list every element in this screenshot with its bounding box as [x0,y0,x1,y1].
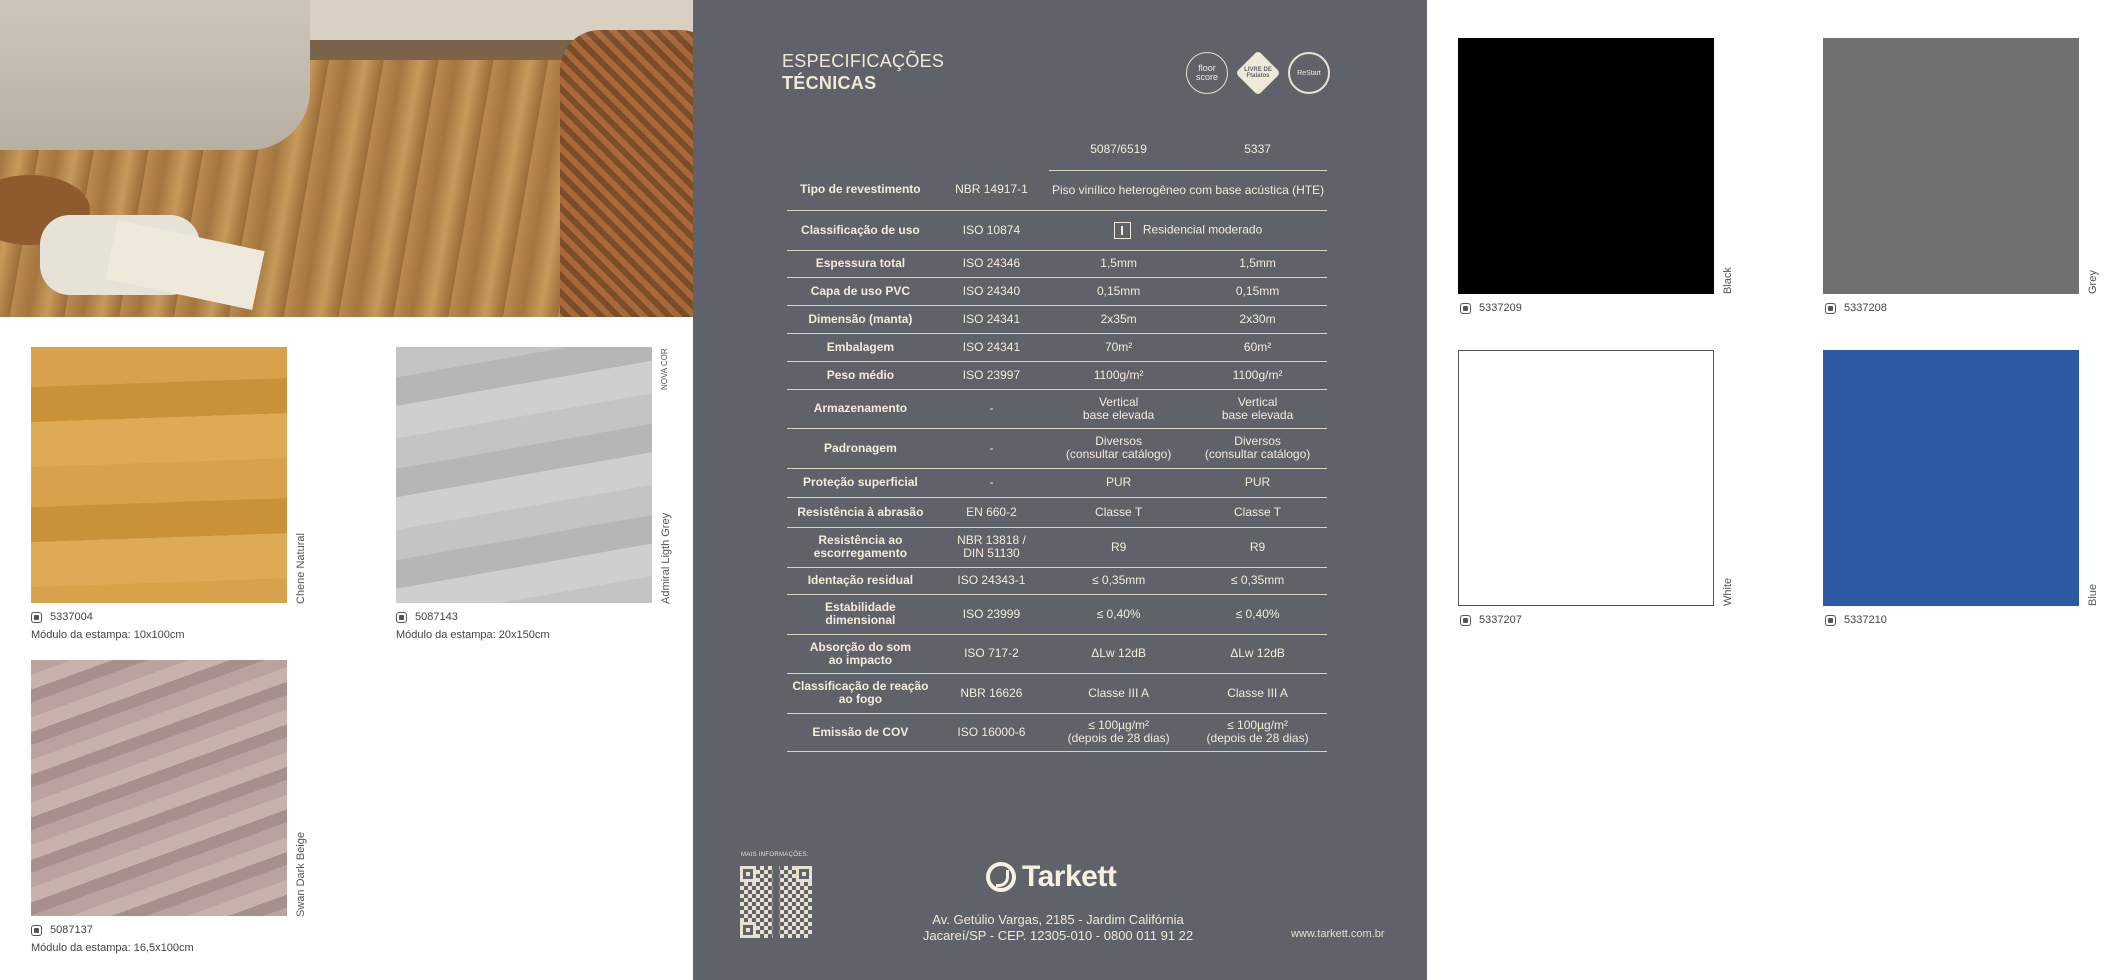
spec-value: 1,5mm [1049,250,1188,277]
spec-row [787,277,1327,305]
spec-standard: NBR 14917-1 [934,170,1049,210]
spec-row [787,210,1327,250]
spec-value: 70m² [1049,333,1188,361]
spec-value: ≤ 0,35mm [1188,567,1327,594]
color-swatch-grey [1823,38,2079,294]
address-line-2: Jacareí/SP - CEP. 12305-010 - 0800 011 91 22 [922,928,1194,943]
spec-label: Armazenamento [787,389,934,428]
qr-caption: MAIS INFORMAÇÕES: [741,852,809,858]
address-line-1: Av. Getúlio Vargas, 2185 - Jardim Califórnia [932,912,1184,927]
spec-row [787,594,1327,634]
floorscore-badge-icon: floor score [1186,52,1228,94]
spec-label: Classificação de reação ao fogo [787,673,934,713]
phthalate-free-badge-icon: LIVRE DE Ftalatos [1235,50,1280,95]
product-code: 5337210 [1844,614,1887,626]
spec-row [787,673,1327,713]
tarkett-logo-icon [986,862,1016,892]
color-swatch-black [1458,38,1714,294]
spec-standard: - [934,468,1049,497]
color-swatch-blue [1823,350,2079,606]
spec-row [787,634,1327,673]
product-code: 5337207 [1479,614,1522,626]
spec-value: Residencial moderado [1049,210,1327,250]
swatch-name: Admiral Ligth Grey [660,512,672,604]
pattern-module: Módulo da estampa: 10x100cm [31,629,185,641]
column-header: 5087/6519 [1049,130,1188,170]
spec-label: Classificação de uso [787,210,934,250]
spec-row [787,361,1327,389]
product-code-icon [31,925,42,936]
pattern-module: Módulo da estampa: 20x150cm [396,629,550,641]
spec-row [787,567,1327,594]
spec-standard: EN 660-2 [934,497,1049,527]
spec-row [787,527,1327,567]
product-code-icon [1460,615,1471,626]
qr-code[interactable] [740,866,812,938]
color-name: Black [1722,267,1734,294]
spec-value: Classe III A [1188,673,1327,713]
spec-standard: NBR 13818 / DIN 51130 [934,527,1049,567]
swatch-name: Swan Dark Beige [295,832,307,917]
spec-label: Peso médio [787,361,934,389]
product-code-icon [31,612,42,623]
spec-value: PUR [1049,468,1188,497]
spec-value: ≤ 0,40% [1188,594,1327,634]
spec-row [787,170,1327,210]
restart-badge-icon: ReStart [1288,52,1330,94]
spec-row [787,468,1327,497]
spec-row [787,428,1327,468]
spec-value: ≤ 100µg/m² (depois de 28 dias) [1188,713,1327,751]
color-swatch-white [1458,350,1714,606]
pattern-module: Módulo da estampa: 16,5x100cm [31,942,194,954]
product-code: 5337208 [1844,302,1887,314]
spec-value: 1,5mm [1188,250,1327,277]
spec-row [787,497,1327,527]
product-code-icon [1460,303,1471,314]
spec-standard: ISO 24343-1 [934,567,1049,594]
spec-row [787,250,1327,277]
spec-row [787,305,1327,333]
spec-standard: ISO 717-2 [934,634,1049,673]
product-code-icon [1825,615,1836,626]
room-photo [0,0,693,317]
website-link[interactable]: www.tarkett.com.br [1291,928,1385,940]
technical-specs-panel [693,0,1427,980]
tarkett-logo: Tarkett [986,860,1116,894]
spec-label: Resistência à abrasão [787,497,934,527]
spec-value: Classe T [1188,497,1327,527]
spec-value: Vertical base elevada [1188,389,1327,428]
spec-value: R9 [1188,527,1327,567]
spec-row [787,713,1327,751]
spec-standard: - [934,428,1049,468]
color-name: White [1722,577,1734,606]
spec-value: PUR [1188,468,1327,497]
swatch-name: Chene Natural [295,533,307,604]
spec-label: Estabilidade dimensional [787,594,934,634]
swatch-swan-dark-beige [31,660,287,916]
spec-label: Emissão de COV [787,713,934,751]
spec-standard: ISO 24341 [934,333,1049,361]
spec-standard: ISO 23997 [934,361,1049,389]
spec-label: Proteção superficial [787,468,934,497]
swatch-chene-natural [31,347,287,603]
spec-label: Embalagem [787,333,934,361]
spec-standard: ISO 24346 [934,250,1049,277]
spec-standard: ISO 16000-6 [934,713,1049,751]
product-code: 5337209 [1479,302,1522,314]
spec-label: Padronagem [787,428,934,468]
spec-label: Dimensão (manta) [787,305,934,333]
spec-label: Tipo de revestimento [787,170,934,210]
spec-value: ≤ 0,40% [1049,594,1188,634]
spec-label: Absorção do som ao impacto [787,634,934,673]
color-name: Blue [2087,583,2099,606]
spec-value: Vertical base elevada [1049,389,1188,428]
product-code: 5087143 [415,611,458,623]
new-color-tag: NOVA COR [660,348,669,390]
product-code-icon [396,612,407,623]
spec-standard: - [934,389,1049,428]
spec-value: Classe III A [1049,673,1188,713]
spec-value: 0,15mm [1049,277,1188,305]
spec-value: R9 [1049,527,1188,567]
spec-value: ΔLw 12dB [1188,634,1327,673]
spec-value: 2x35m [1049,305,1188,333]
spec-value: Diversos (consultar catálogo) [1049,428,1188,468]
spec-value: 2x30m [1188,305,1327,333]
spec-value: ΔLw 12dB [1049,634,1188,673]
product-code-icon [1825,303,1836,314]
product-code: 5087137 [50,924,93,936]
spec-label: Capa de uso PVC [787,277,934,305]
column-header: 5337 [1188,130,1327,170]
spec-value: 60m² [1188,333,1327,361]
spec-value: 1100g/m² [1049,361,1188,389]
spec-value: Diversos (consultar catálogo) [1188,428,1327,468]
product-code: 5337004 [50,611,93,623]
spec-title: ESPECIFICAÇÕES TÉCNICAS [782,51,945,93]
spec-value: Piso vinílico heterogêneo com base acústica (HTE) [1049,170,1327,210]
residential-use-icon [1114,222,1131,239]
spec-label: Espessura total [787,250,934,277]
spec-standard: ISO 24340 [934,277,1049,305]
spec-value: 1100g/m² [1188,361,1327,389]
spec-standard: ISO 24341 [934,305,1049,333]
spec-standard: ISO 10874 [934,210,1049,250]
spec-value: Classe T [1049,497,1188,527]
spec-standard: NBR 16626 [934,673,1049,713]
spec-value: ≤ 100µg/m² (depois de 28 dias) [1049,713,1188,751]
spec-row [787,333,1327,361]
specs-table [787,130,1327,752]
swatch-admiral-light-grey [396,347,652,603]
spec-row [787,389,1327,428]
spec-value: 0,15mm [1188,277,1327,305]
color-name: Grey [2087,270,2099,294]
spec-standard: ISO 23999 [934,594,1049,634]
spec-label: Identação residual [787,567,934,594]
spec-label: Resistência ao escorregamento [787,527,934,567]
spec-value: ≤ 0,35mm [1049,567,1188,594]
